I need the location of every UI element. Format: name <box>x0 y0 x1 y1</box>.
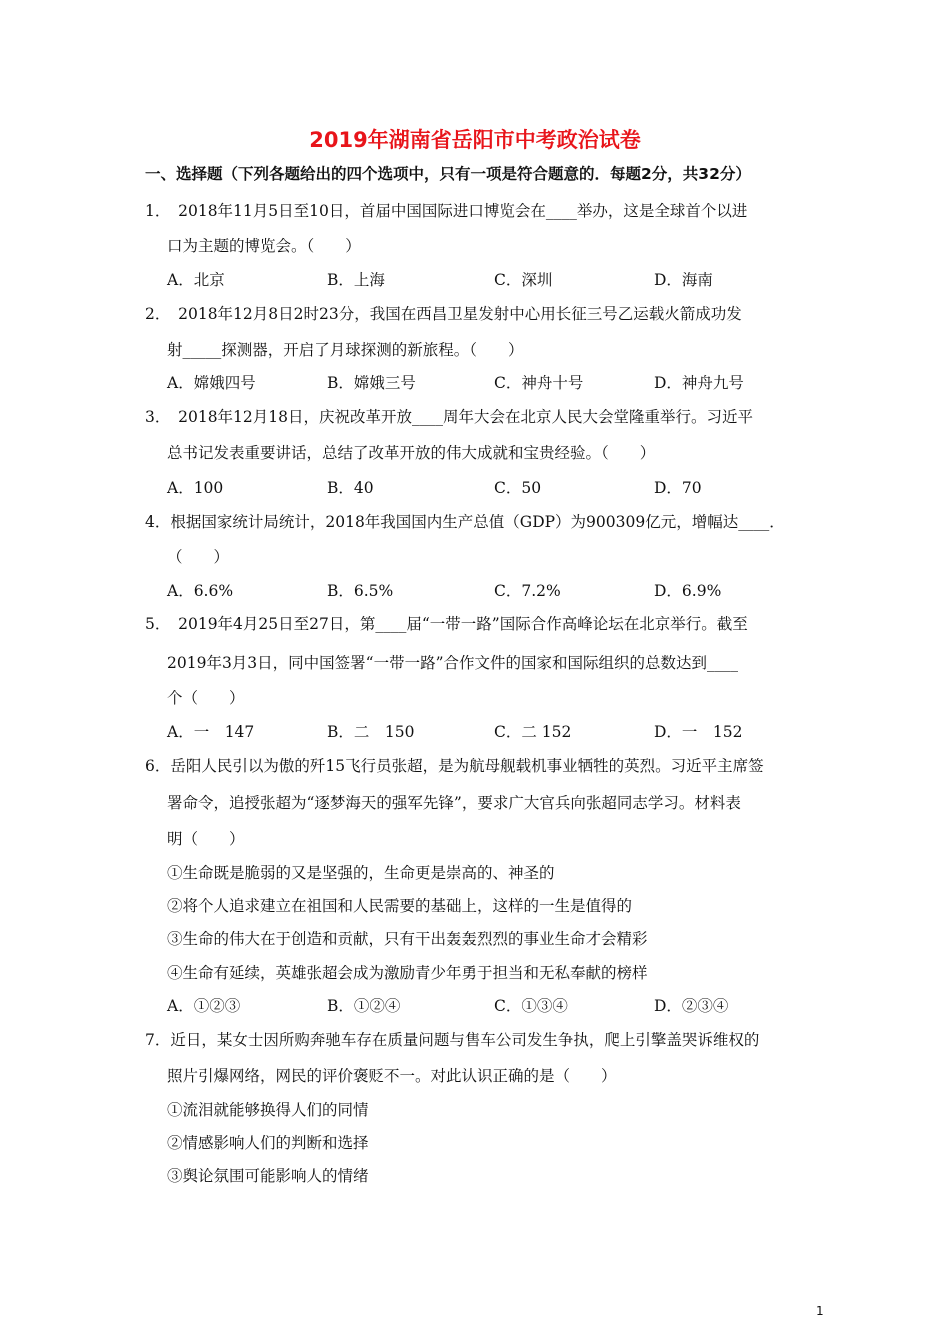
q6-line-2: 署命令，追授张超为“逐梦海天的强军先锋”，要求广大官兵向张超同志学习。材料表 <box>167 794 741 812</box>
q2-option-a: A．嫦娥四号 <box>167 374 256 392</box>
q2-option-c: C．神舟十号 <box>494 374 584 392</box>
q6-line-1: 6．岳阳人民引以为傲的歼15飞行员张超，是为航母舰载机事业牺牲的英烈。习近平主席签 <box>145 757 764 775</box>
q5-line-2: 2019年3月3日，同中国签署“一带一路”合作文件的国家和国际组织的总数达到____ <box>167 654 739 672</box>
q7-line-1: 7．近日，某女士因所购奔驰车存在质量问题与售车公司发生争执，爬上引擎盖哭诉维权的 <box>145 1031 760 1049</box>
q5-line-3: 个（ ） <box>167 689 245 707</box>
q4-line-1: 4．根据国家统计局统计，2018年我国国内生产总值（GDP）为900309亿元，增幅达____． <box>145 513 785 531</box>
q5-option-a: A．一 147 <box>167 723 255 741</box>
q2-option-d: D．神舟九号 <box>654 374 744 392</box>
q4-option-c: C．7.2% <box>494 582 561 600</box>
q6-statement-1: ①生命既是脆弱的又是坚强的，生命更是崇高的、神圣的 <box>167 864 555 882</box>
document-title: 2019年湖南省岳阳市中考政治试卷 <box>309 128 641 152</box>
q6-option-a: A．①②③ <box>167 997 241 1015</box>
q7-statement-3: ③舆论氛围可能影响人的情绪 <box>167 1167 369 1185</box>
q1-line-2: 口为主题的博览会。（ ） <box>167 237 361 255</box>
q7-statement-2: ②情感影响人们的判断和选择 <box>167 1134 369 1152</box>
q6-option-c: C．①③④ <box>494 997 568 1015</box>
q2-option-b: B．嫦娥三号 <box>327 374 416 392</box>
q4-line-2: （ ） <box>167 548 230 566</box>
q3-option-a: A．100 <box>167 479 224 497</box>
q1-option-a: A．北京 <box>167 271 225 289</box>
q2-line-1: 2． 2018年12月8日2时23分，我国在西昌卫星发射中心用长征三号乙运载火箭成功发 <box>145 305 742 323</box>
q6-statement-2: ②将个人追求建立在祖国和人民需要的基础上，这样的一生是值得的 <box>167 897 633 915</box>
q5-option-c: C．二 152 <box>494 723 572 741</box>
q6-option-b: B．①②④ <box>327 997 401 1015</box>
q6-line-3: 明（ ） <box>167 830 245 848</box>
q1-option-d: D．海南 <box>654 271 713 289</box>
q3-option-d: D．70 <box>654 479 702 497</box>
q4-option-b: B．6.5% <box>327 582 394 600</box>
q6-option-d: D．②③④ <box>654 997 729 1015</box>
q3-option-c: C．50 <box>494 479 542 497</box>
q1-option-b: B．上海 <box>327 271 385 289</box>
q7-line-2: 照片引爆网络，网民的评价褒贬不一。对此认识正确的是（ ） <box>167 1067 617 1085</box>
q1-option-c: C．深圳 <box>494 271 553 289</box>
q5-line-1: 5． 2019年4月25日至27日，第____届“一带一路”国际合作高峰论坛在北京举行。截至 <box>145 615 748 633</box>
q6-statement-3: ③生命的伟大在于创造和贡献，只有干出轰轰烈烈的事业生命才会精彩 <box>167 930 648 948</box>
q3-line-1: 3． 2018年12月18日，庆祝改革开放____周年大会在北京人民大会堂隆重举行。习近平 <box>145 408 754 426</box>
q5-option-d: D．一 152 <box>654 723 743 741</box>
q3-line-2: 总书记发表重要讲话，总结了改革开放的伟大成就和宝贵经验。（ ） <box>167 444 656 462</box>
q7-statement-1: ①流泪就能够换得人们的同情 <box>167 1101 369 1119</box>
page-number: 1 <box>816 1304 824 1318</box>
q2-line-2: 射_____探测器，开启了月球探测的新旅程。（ ） <box>167 341 524 359</box>
q3-option-b: B．40 <box>327 479 374 497</box>
q4-option-d: D．6.9% <box>654 582 722 600</box>
q1-line-1: 1． 2018年11月5日至10日，首届中国国际进口博览会在____举办，这是全球首个以进 <box>145 202 748 220</box>
section-heading: 一、选择题（下列各题给出的四个选项中，只有一项是符合题意的．每题2分，共32分） <box>145 165 751 183</box>
q5-option-b: B．二 150 <box>327 723 415 741</box>
q4-option-a: A．6.6% <box>167 582 234 600</box>
q6-statement-4: ④生命有延续，英雄张超会成为激励青少年勇于担当和无私奉献的榜样 <box>167 964 648 982</box>
